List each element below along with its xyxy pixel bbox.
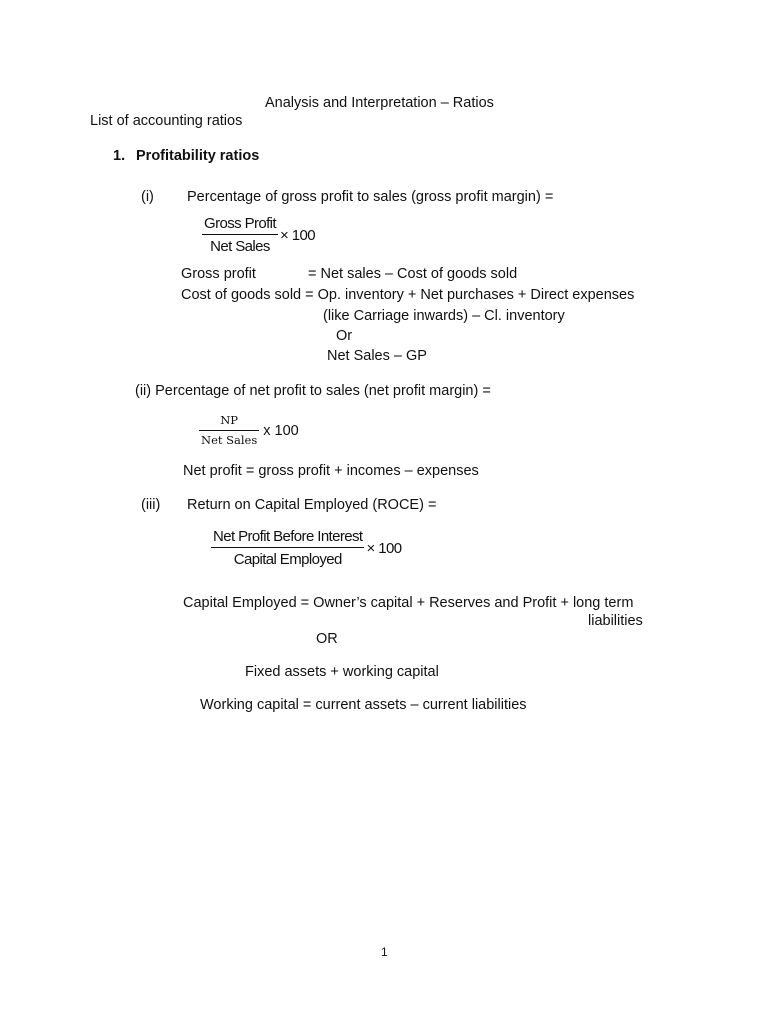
capital-employed-or: OR xyxy=(316,631,338,647)
document-title: Analysis and Interpretation – Ratios xyxy=(265,95,494,111)
gp-item-label: (i) xyxy=(141,189,154,205)
gp-formula-numerator: Gross Profit xyxy=(204,215,276,232)
roce-formula-denominator: Capital Employed xyxy=(233,551,342,568)
np-definition: Net profit = gross profit + incomes – expenses xyxy=(183,463,479,479)
working-capital-definition: Working capital = current assets – current liabilities xyxy=(200,697,527,713)
gp-item-text: Percentage of gross profit to sales (gross profit margin) = xyxy=(187,189,554,205)
gp-definition-value: = Net sales – Cost of goods sold xyxy=(308,266,518,282)
gp-definition-label: Gross profit xyxy=(181,266,256,282)
roce-item-label: (iii) xyxy=(141,497,161,513)
np-formula-denominator: Net Sales xyxy=(201,432,258,447)
cogs-definition: Cost of goods sold = Op. inventory + Net purchases + Direct expenses xyxy=(181,287,635,303)
cogs-or: Or xyxy=(336,328,353,344)
section-title: Profitability ratios xyxy=(136,148,260,164)
roce-item-text: Return on Capital Employed (ROCE) = xyxy=(187,497,437,513)
roce-formula-numerator: Net Profit Before Interest xyxy=(213,528,363,545)
gp-formula-denominator: Net Sales xyxy=(210,238,270,255)
cogs-alternative: Net Sales – GP xyxy=(327,348,427,364)
roce-formula-multiplier: × 100 xyxy=(366,539,402,557)
gp-formula xyxy=(202,216,315,254)
section-number: 1. xyxy=(113,148,126,164)
cogs-definition-cont: (like Carriage inwards) – Cl. inventory xyxy=(323,308,565,324)
np-formula xyxy=(199,415,299,446)
document-subtitle: List of accounting ratios xyxy=(90,113,243,129)
capital-employed-definition-cont: liabilities xyxy=(588,613,643,629)
np-formula-numerator: NP xyxy=(220,413,239,427)
np-item-text: (ii) Percentage of net profit to sales (net profit margin) = xyxy=(135,383,491,399)
capital-employed-alternative: Fixed assets + working capital xyxy=(245,664,439,680)
gp-formula-multiplier: × 100 xyxy=(279,226,315,244)
capital-employed-definition: Capital Employed = Owner’s capital + Reserves and Profit + long term xyxy=(183,595,634,611)
page-number: 1 xyxy=(381,945,388,959)
np-formula-multiplier: x 100 xyxy=(263,422,299,439)
roce-formula xyxy=(211,529,401,567)
